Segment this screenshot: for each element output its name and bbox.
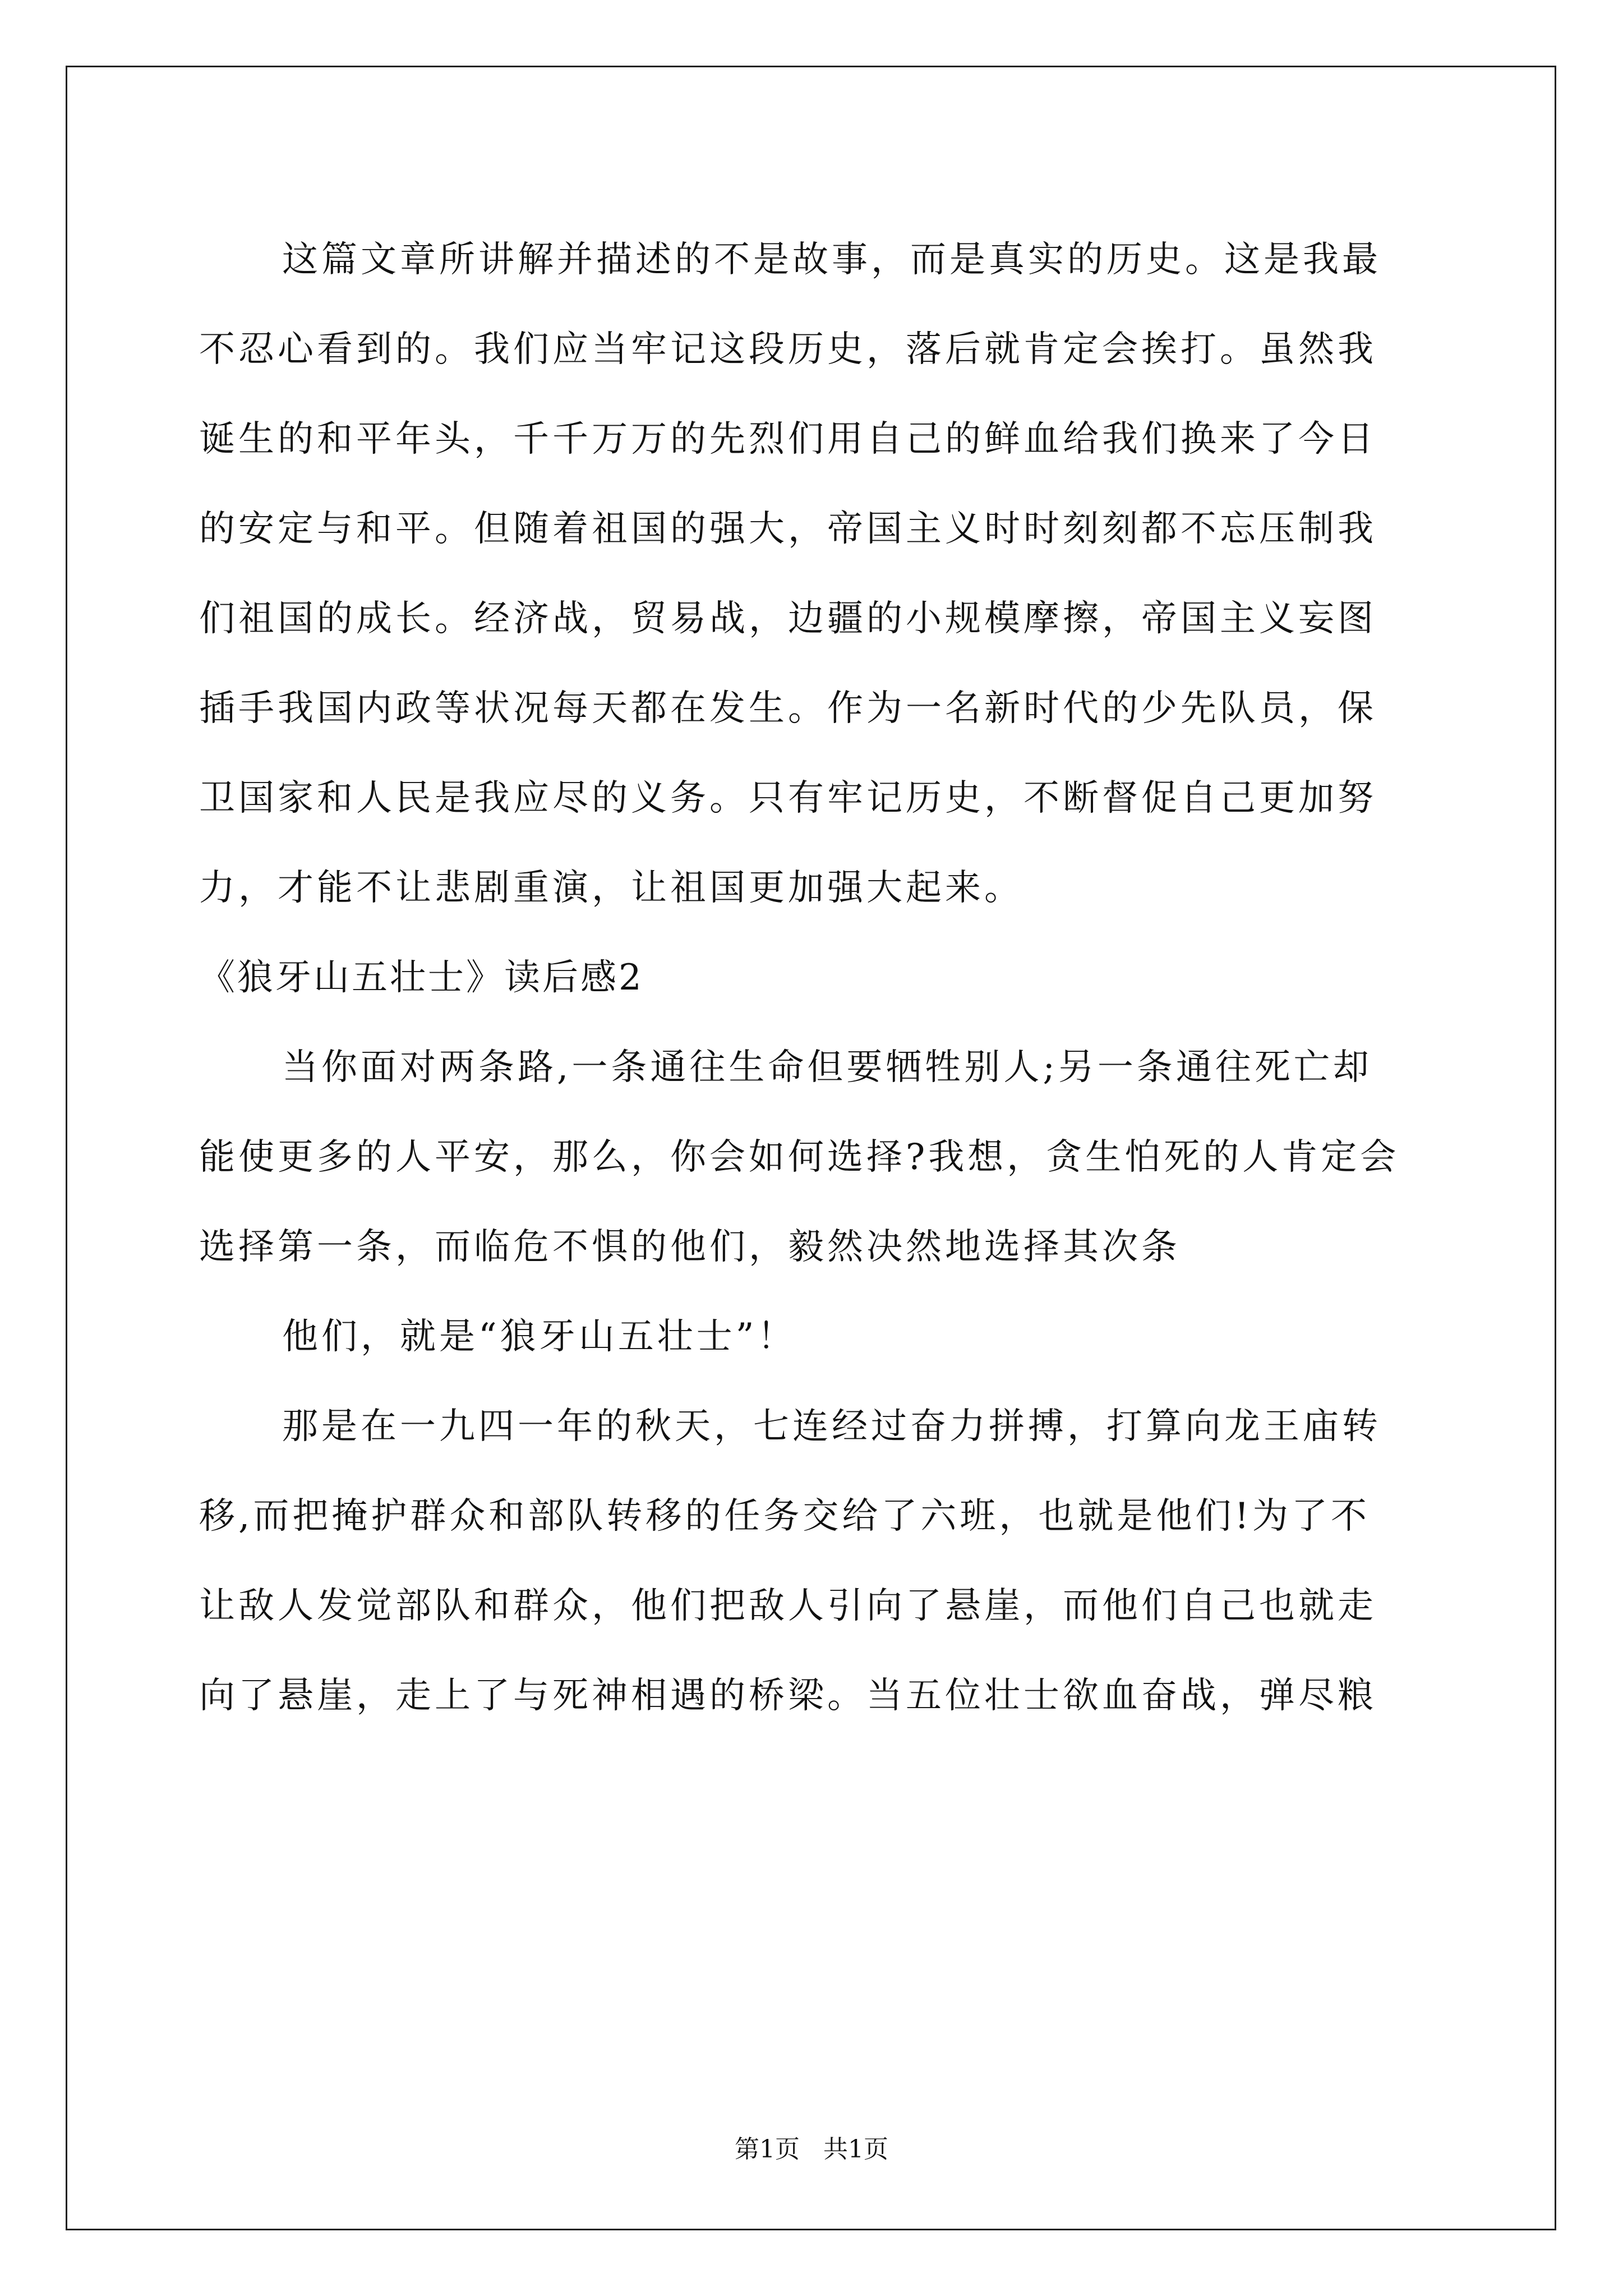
paragraph-line: 们祖国的成长。经济战，贸易战，边疆的小规模摩擦，帝国主义妄图 (199, 598, 1377, 639)
paragraph-line: 当你面对两条路,一条通往生命但要牺牲别人;另一条通往死亡却 (282, 1047, 1372, 1088)
paragraph-line: 他们，就是“狼牙山五壮士”！ (282, 1316, 797, 1358)
paragraph-line: 那是在一九四一年的秋天，七连经过奋力拼搏，打算向龙王庙转 (282, 1406, 1381, 1447)
paragraph-line: 向了悬崖，走上了与死神相遇的桥梁。当五位壮士欲血奋战，弹尽粮 (199, 1675, 1377, 1717)
paragraph-line: 能使更多的人平安，那么，你会如何选择?我想，贪生怕死的人肯定会 (199, 1137, 1400, 1178)
paragraph-line: 让敌人发觉部队和群众，他们把敌人引向了悬崖，而他们自己也就走 (199, 1585, 1377, 1627)
paragraph-line: 插手我国内政等状况每天都在发生。作为一名新时代的少先队员，保 (199, 688, 1377, 729)
paragraph-line: 的安定与和平。但随着祖国的强大，帝国主义时时刻刻都不忘压制我 (199, 508, 1377, 550)
paragraph-line: 不忍心看到的。我们应当牢记这段历史，落后就肯定会挨打。虽然我 (199, 329, 1377, 370)
paragraph-line: 这篇文章所讲解并描述的不是故事，而是真实的历史。这是我最 (282, 239, 1381, 280)
paragraph-line: 力，才能不让悲剧重演，让祖国更加强大起来。 (199, 867, 1023, 909)
page-number-footer: 第1页 共1页 (735, 2135, 888, 2164)
paragraph-line: 卫国家和人民是我应尽的义务。只有牢记历史，不断督促自己更加努 (199, 777, 1377, 819)
paragraph-line: 选择第一条，而临危不惧的他们，毅然决然地选择其次条 (199, 1226, 1181, 1268)
paragraph-line: 移,而把掩护群众和部队转移的任务交给了六班，也就是他们!为了不 (199, 1496, 1371, 1537)
paragraph-line: 诞生的和平年头，千千万万的先烈们用自己的鲜血给我们换来了今日 (199, 418, 1377, 460)
document-body (199, 215, 1424, 1741)
section-heading: 《狼牙山五壮士》读后感2 (199, 957, 644, 999)
